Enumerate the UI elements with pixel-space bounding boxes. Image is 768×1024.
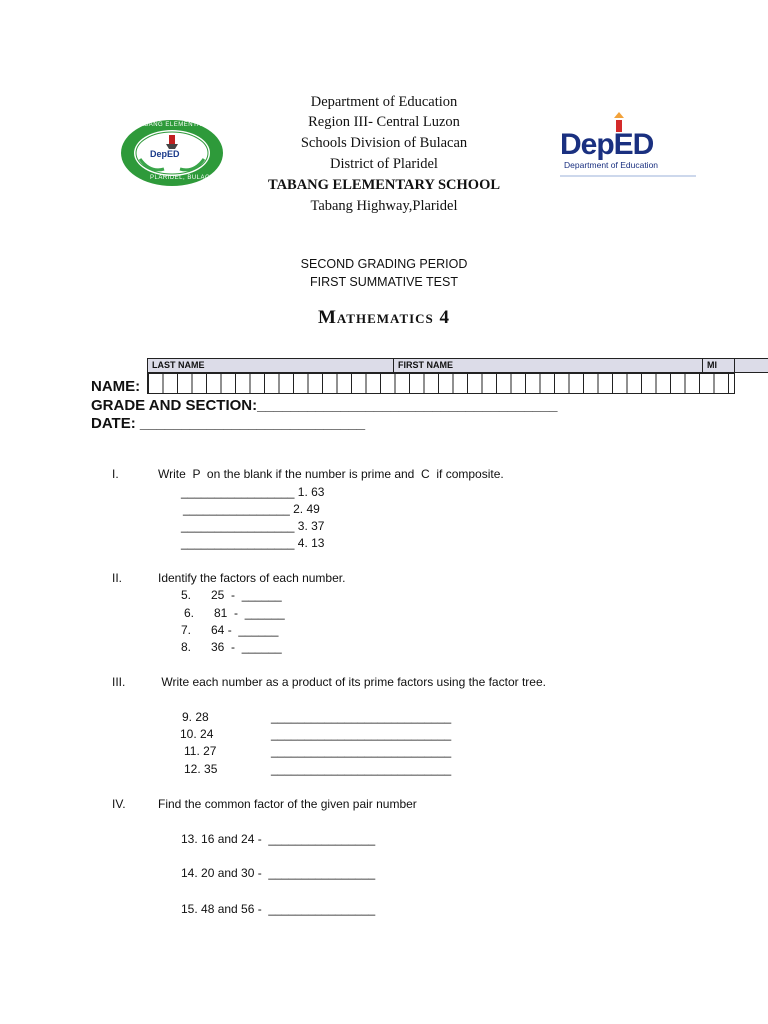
grading-period: SECOND GRADING PERIOD [300, 257, 468, 271]
section-3-item: 10. 24 [180, 727, 214, 741]
deped-wordmark: DepED [560, 128, 654, 161]
section-3-item: 12. 35 [184, 762, 218, 776]
mi-header: MI [702, 358, 735, 373]
section-2-item[interactable]: 5. 25 - ______ [181, 588, 282, 602]
section-2-item[interactable]: 6. 81 - ______ [184, 606, 285, 620]
section-1-instruction: Write P on the blank if the number is prime and C if composite. [158, 467, 504, 481]
section-3-answer-blank[interactable]: ___________________________ [271, 744, 452, 758]
first-name-header: FIRST NAME [393, 358, 768, 373]
section-1-item[interactable]: _________________ 4. 13 [181, 536, 325, 550]
section-1-roman: I. [112, 467, 119, 481]
section-3-item: 11. 27 [184, 744, 217, 758]
section-4-item[interactable]: 14. 20 and 30 - ________________ [181, 866, 376, 880]
school-name: TABANG ELEMENTARY SCHOOL [267, 177, 501, 193]
header-line-2: Region III- Central Luzon [308, 114, 460, 130]
section-2-roman: II. [112, 571, 123, 585]
section-1-item[interactable]: ________________ 2. 49 [183, 502, 320, 516]
section-4-item[interactable]: 13. 16 and 24 - ________________ [181, 832, 376, 846]
last-name-header: LAST NAME [147, 358, 394, 373]
name-letter-boxes[interactable] [147, 373, 735, 394]
test-type: FIRST SUMMATIVE TEST [310, 275, 458, 289]
section-3-answer-blank[interactable]: ___________________________ [271, 727, 452, 741]
header-line-1: Department of Education [310, 94, 458, 110]
seal-top-text: TABANG ELEMENTARY SCHOOL [136, 122, 241, 128]
section-3-answer-blank[interactable]: ___________________________ [271, 762, 452, 776]
section-2-instruction: Identify the factors of each number. [158, 571, 346, 585]
seal-bottom-text: PLARIDEL, BULACAN [150, 175, 220, 181]
deped-subtitle: Department of Education [564, 160, 659, 170]
header-line-4: District of Plaridel [330, 156, 438, 172]
section-2-item[interactable]: 7. 64 - ______ [181, 623, 279, 637]
school-seal-logo [120, 119, 241, 187]
section-1-item[interactable]: _________________ 3. 37 [181, 519, 325, 533]
header-line-3: Schools Division of Bulacan [300, 135, 468, 151]
deped-logo [558, 112, 698, 178]
name-grid [147, 358, 735, 396]
school-address: Tabang Highway,Plaridel [310, 198, 458, 214]
subject-title: Mathematics 4 [317, 307, 451, 328]
section-3-item: 9. 28 [182, 710, 209, 724]
name-label: NAME: [91, 378, 141, 395]
section-4-item[interactable]: 15. 48 and 56 - ________________ [181, 902, 376, 916]
section-2-item[interactable]: 8. 36 - ______ [181, 640, 282, 654]
date-field[interactable]: DATE: ___________________________ [91, 415, 366, 432]
section-3-answer-blank[interactable]: ___________________________ [271, 710, 452, 724]
section-3-roman: III. [112, 675, 126, 689]
section-4-roman: IV. [112, 797, 126, 811]
section-1-item[interactable]: _________________ 1. 63 [181, 485, 325, 499]
seal-center-text: DepED [150, 149, 180, 159]
section-3-instruction: Write each number as a product of its prime factors using the factor tree. [158, 675, 546, 689]
grade-section-field[interactable]: GRADE AND SECTION:____________________________________ [91, 397, 558, 414]
section-4-instruction: Find the common factor of the given pair number [158, 797, 417, 811]
